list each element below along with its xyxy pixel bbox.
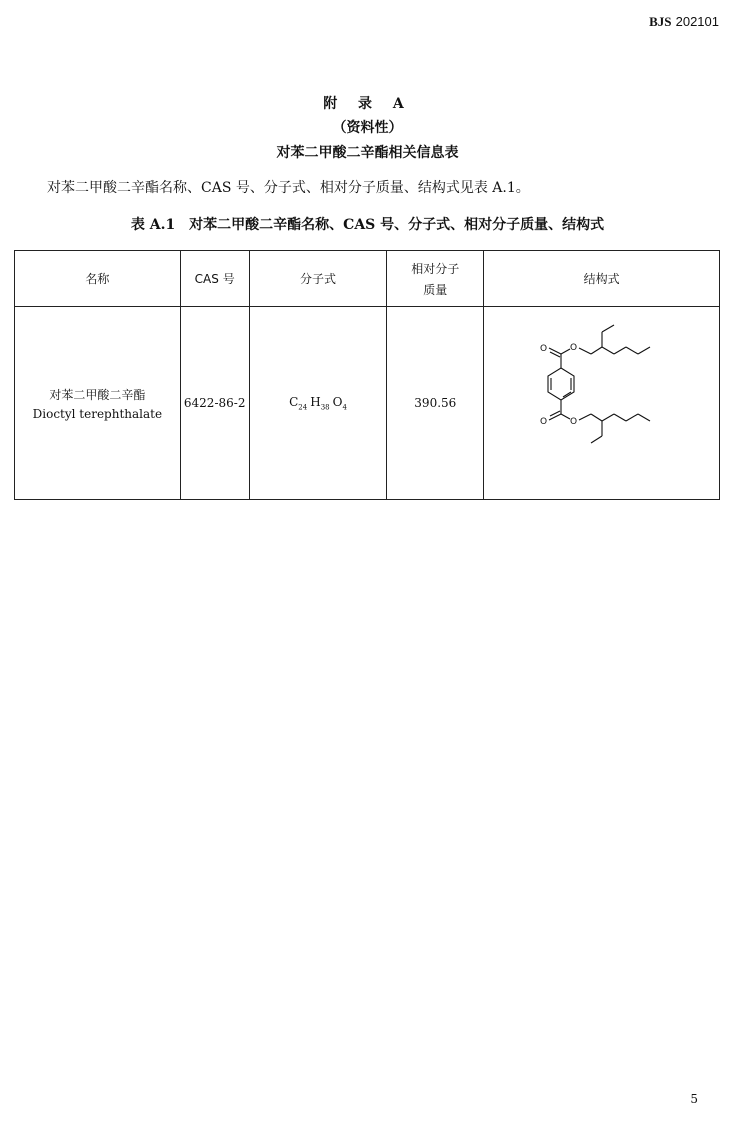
structural-formula-image [527, 318, 677, 488]
atom-o4: O [569, 417, 577, 427]
formula-h: H [310, 394, 321, 409]
appendix-title: 附 录 A [323, 96, 412, 112]
document-code-number: 202101 [675, 14, 719, 29]
compound-name-cn: 对苯二甲酸二辛酯 [49, 387, 146, 402]
cell-structure [484, 307, 720, 500]
table-row [15, 307, 720, 500]
header-structure: 结构式 [484, 251, 720, 307]
table-header-row [15, 251, 720, 307]
formula-h-count: 38 [320, 403, 330, 412]
page-number: 5 [690, 1092, 698, 1106]
atom-o3: O [539, 417, 547, 427]
intro-paragraph: 对苯二甲酸二辛酯名称、CAS 号、分子式、相对分子质量、结构式见表 A.1。 [47, 180, 530, 196]
header-mw-line2: 质量 [423, 282, 448, 297]
header-cas: CAS 号 [180, 251, 249, 307]
document-code-prefix: BJS [649, 14, 672, 29]
header-molecular-weight [387, 251, 484, 307]
formula-c-count: 24 [298, 403, 308, 412]
header-mw-line1: 相对分子 [411, 261, 460, 276]
cell-molecular-weight: 390.56 [387, 307, 484, 500]
formula-o-count: 4 [342, 403, 347, 412]
header-name: 名称 [15, 251, 181, 307]
atom-o2: O [569, 343, 577, 353]
cell-cas: 6422-86-2 [180, 307, 249, 500]
cell-name [15, 307, 181, 500]
info-table [14, 250, 720, 500]
cell-formula [249, 307, 387, 500]
compound-name-en: Dioctyl terephthalate [32, 406, 163, 421]
appendix-subtitle: （资料性） [332, 120, 403, 136]
document-code [649, 14, 719, 30]
header-formula: 分子式 [249, 251, 387, 307]
formula-c: C [289, 394, 299, 409]
formula-o: O [332, 394, 343, 409]
table-caption: 表 A.1 对苯二甲酸二辛酯名称、CAS 号、分子式、相对分子质量、结构式 [130, 217, 605, 233]
atom-o1: O [539, 344, 547, 354]
appendix-heading: 对苯二甲酸二辛酯相关信息表 [276, 145, 459, 161]
